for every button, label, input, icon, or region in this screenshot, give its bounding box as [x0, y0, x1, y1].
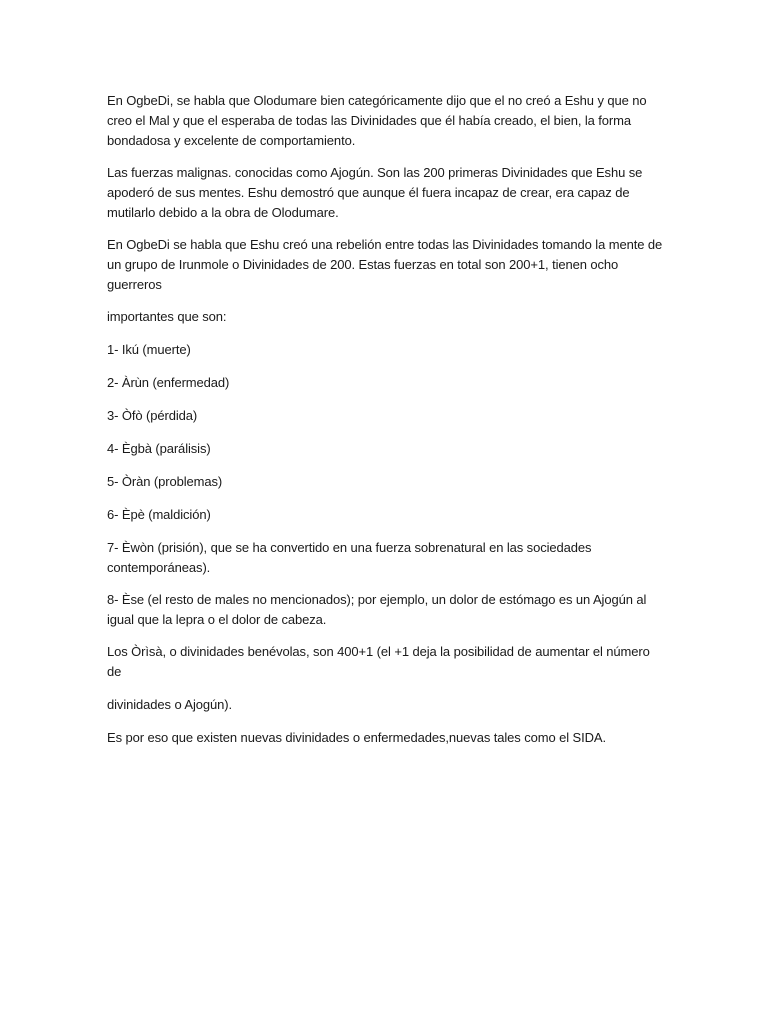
paragraph-olodumare: En OgbeDi, se habla que Olodumare bien categóricamente dijo que el no creó a Eshu y que no creo el Mal y que el esperaba de todas las Divinidades que él había creado, el bien, la forma bondadosa y excelente de comportamiento. — [107, 93, 647, 148]
list-item-oran: 5- Òràn (problemas) — [107, 474, 223, 489]
document-body — [107, 91, 667, 748]
paragraph-conclusion: Es por eso que existen nuevas divinidades o enfermedades,nuevas tales como el SIDA. — [107, 730, 606, 745]
list-item-iku: 1- Ikú (muerte) — [107, 342, 191, 357]
paragraph-orisa-continued: divinidades o Ajogún). — [107, 697, 233, 712]
list-item-ofo: 3- Òfò (pérdida) — [107, 408, 198, 423]
list-item-ewon: 7- Èwòn (prisión), que se ha convertido en una fuerza sobrenatural en las sociedades contemporáneas). — [107, 540, 592, 575]
paragraph-rebellion: En OgbeDi se habla que Eshu creó una rebelión entre todas las Divinidades tomando la mente de un grupo de Irunmole o Divinidades de 200. Estas fuerzas en total son 200+1, tienen ocho guerreros — [107, 237, 663, 292]
paragraph-orisa: Los Òrìsà, o divinidades benévolas, son 400+1 (el +1 deja la posibilidad de aumentar el número de — [107, 644, 650, 679]
list-item-ese: 8- Èse (el resto de males no mencionados); por ejemplo, un dolor de estómago es un Ajogún al igual que la lepra o el dolor de cabeza. — [107, 592, 647, 627]
paragraph-intro-list: importantes que son: — [107, 309, 227, 324]
paragraph-ajogun: Las fuerzas malignas. conocidas como Ajogún. Son las 200 primeras Divinidades que Eshu se apoderó de sus mentes. Eshu demostró que aunque él fuera incapaz de crear, era capaz de mutilarlo debido a la obra de Olodumare. — [107, 165, 643, 220]
list-item-egba: 4- Ègbà (parálisis) — [107, 441, 211, 456]
list-item-arun: 2- Àrùn (enfermedad) — [107, 375, 230, 390]
list-item-epe: 6- Èpè (maldición) — [107, 507, 211, 522]
